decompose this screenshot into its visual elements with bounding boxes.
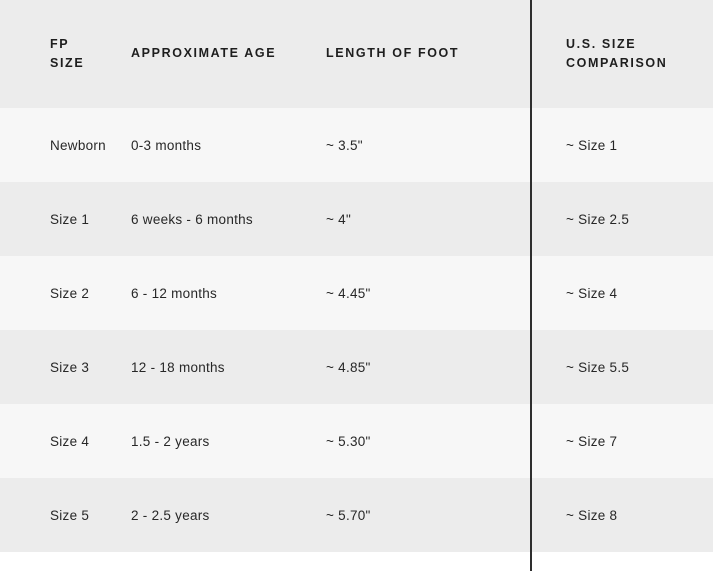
cell-us-size-comparison xyxy=(530,478,713,552)
column-header-label: APPROXIMATE AGE xyxy=(131,46,277,61)
cell-length-of-foot xyxy=(308,108,530,182)
cell-value: ~ 4" xyxy=(326,211,352,227)
cell-us-size-comparison xyxy=(530,256,713,330)
table-row xyxy=(0,182,713,256)
cell-fp-size xyxy=(0,404,113,478)
cell-value: Size 5 xyxy=(50,507,90,523)
cell-us-size-comparison xyxy=(530,182,713,256)
column-header-length-of-foot xyxy=(308,0,530,108)
table-row xyxy=(0,478,713,552)
cell-fp-size xyxy=(0,108,113,182)
table-header-row xyxy=(0,0,713,108)
cell-value: ~ 5.70" xyxy=(326,507,371,523)
cell-approximate-age xyxy=(113,256,308,330)
cell-value: Size 2 xyxy=(50,285,90,301)
cell-length-of-foot xyxy=(308,330,530,404)
cell-us-size-comparison xyxy=(530,330,713,404)
cell-approximate-age xyxy=(113,108,308,182)
cell-value: ~ Size 2.5 xyxy=(566,211,630,227)
column-header-label: LENGTH OF FOOT xyxy=(326,46,460,61)
cell-value: 12 - 18 months xyxy=(131,359,225,375)
cell-fp-size xyxy=(0,182,113,256)
cell-value: ~ Size 8 xyxy=(566,507,618,523)
cell-length-of-foot xyxy=(308,404,530,478)
cell-value: ~ Size 7 xyxy=(566,433,618,449)
column-header-label: U.S. SIZE COMPARISON xyxy=(566,36,668,70)
cell-approximate-age xyxy=(113,404,308,478)
cell-value: 2 - 2.5 years xyxy=(131,507,210,523)
cell-fp-size xyxy=(0,256,113,330)
cell-fp-size xyxy=(0,330,113,404)
cell-us-size-comparison xyxy=(530,404,713,478)
column-header-approximate-age xyxy=(113,0,308,108)
table-row xyxy=(0,404,713,478)
cell-fp-size xyxy=(0,478,113,552)
cell-approximate-age xyxy=(113,182,308,256)
table-row xyxy=(0,108,713,182)
column-header-fp-size xyxy=(0,0,113,108)
cell-value: Size 3 xyxy=(50,359,90,375)
cell-value: ~ 3.5" xyxy=(326,137,363,153)
cell-value: 6 weeks - 6 months xyxy=(131,211,253,227)
cell-value: ~ 5.30" xyxy=(326,433,371,449)
cell-length-of-foot xyxy=(308,182,530,256)
cell-us-size-comparison xyxy=(530,108,713,182)
cell-value: 0-3 months xyxy=(131,137,202,153)
cell-approximate-age xyxy=(113,478,308,552)
column-header-us-size-comparison xyxy=(530,0,713,108)
cell-value: Size 1 xyxy=(50,211,90,227)
cell-value: Newborn xyxy=(50,137,106,153)
cell-length-of-foot xyxy=(308,478,530,552)
cell-value: ~ Size 1 xyxy=(566,137,618,153)
cell-value: 1.5 - 2 years xyxy=(131,433,210,449)
column-header-label: FP SIZE xyxy=(50,36,85,70)
cell-value: ~ Size 4 xyxy=(566,285,618,301)
cell-value: ~ Size 5.5 xyxy=(566,359,630,375)
cell-value: ~ 4.85" xyxy=(326,359,371,375)
table-row xyxy=(0,330,713,404)
cell-value: 6 - 12 months xyxy=(131,285,218,301)
cell-length-of-foot xyxy=(308,256,530,330)
cell-value: ~ 4.45" xyxy=(326,285,371,301)
table-row xyxy=(0,256,713,330)
cell-approximate-age xyxy=(113,330,308,404)
column-divider-line xyxy=(530,0,532,571)
cell-value: Size 4 xyxy=(50,433,90,449)
